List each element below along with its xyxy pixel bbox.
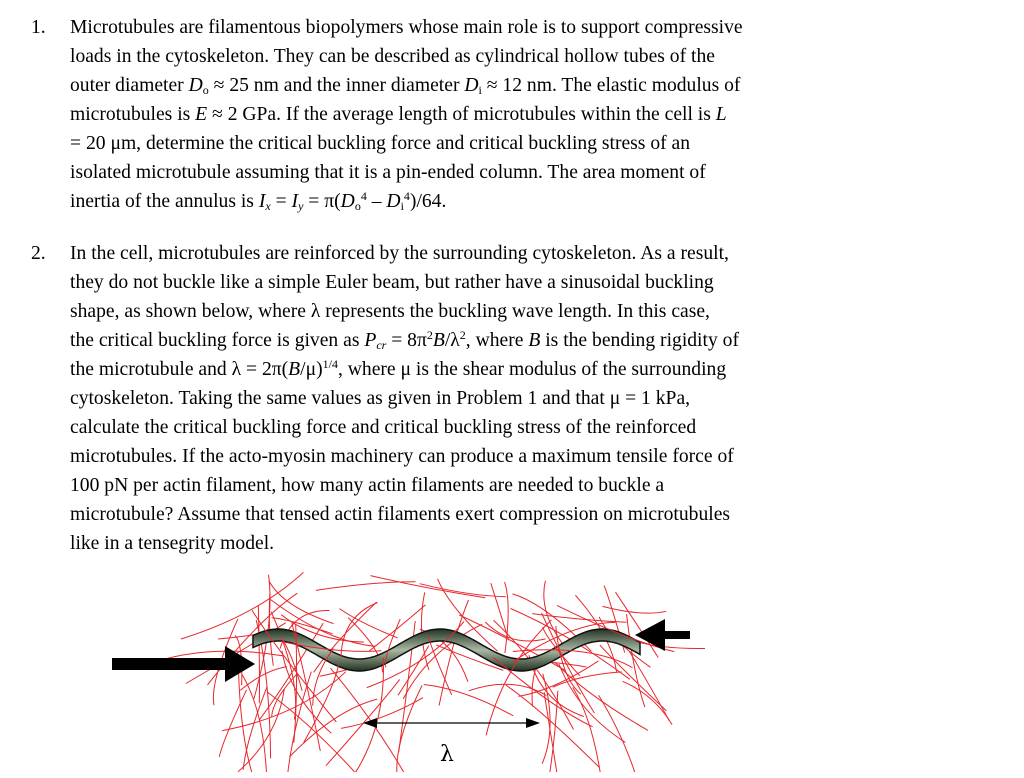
text-segment: ≈ 25 nm and the inner diameter <box>208 75 465 96</box>
problem-text <box>70 13 950 216</box>
text-line <box>70 129 950 158</box>
text-segment: I <box>291 191 299 212</box>
text-segment: = <box>270 191 292 212</box>
text-segment: x <box>265 199 271 213</box>
actin-filament <box>289 699 377 757</box>
actin-filament <box>532 614 626 623</box>
text-segment: /λ <box>444 330 460 351</box>
actin-filament <box>316 582 416 591</box>
actin-filament <box>439 600 468 706</box>
text-segment: ≈ 2 GPa. If the average length of microtubules within the cell is <box>207 104 716 125</box>
text-line <box>70 297 950 326</box>
text-segment: D <box>386 191 401 212</box>
text-line <box>70 413 950 442</box>
actin-filament <box>397 685 422 772</box>
actin-filament <box>268 692 363 772</box>
text-segment: y <box>298 199 304 213</box>
text-segment: cytoskeleton. Taking the same values as given in Problem 1 and that μ = 1 kPa, <box>70 388 691 409</box>
left-compression-arrow <box>112 646 255 682</box>
actin-filament <box>424 685 513 716</box>
text-segment: is the bending rigidity of <box>540 330 739 351</box>
text-segment: they do not buckle like a simple Euler beam, but rather have a sinusoidal buckling <box>70 272 714 293</box>
text-segment: L <box>715 104 727 125</box>
actin-filament <box>356 658 384 772</box>
text-segment: loads in the cytoskeleton. They can be described as cylindrical hollow tubes of the <box>70 46 715 67</box>
text-segment: 2 <box>459 328 466 342</box>
text-segment: , where μ is the shear modulus of the surrounding <box>337 359 727 380</box>
buckling-figure <box>105 572 705 772</box>
text-segment: o <box>354 199 361 213</box>
text-segment: like in a tensegrity model. <box>70 533 275 554</box>
actin-filament <box>331 668 407 772</box>
actin-filament <box>341 698 423 729</box>
text-line <box>70 471 950 500</box>
text-segment: 4 <box>403 189 410 203</box>
text-segment: the critical buckling force is given as <box>70 330 365 351</box>
actin-filament <box>505 582 509 653</box>
actin-filament <box>371 576 486 598</box>
actin-filament <box>486 620 551 736</box>
text-segment: i <box>478 83 482 97</box>
text-segment: 2 <box>426 328 433 342</box>
wavelength-arrowhead-right <box>526 718 540 728</box>
text-segment: B <box>528 330 541 351</box>
right-compression-arrow <box>635 619 690 651</box>
microtubule <box>253 629 640 671</box>
problem-number: 2. <box>31 243 46 264</box>
text-segment: o <box>202 83 209 97</box>
text-line <box>70 239 950 268</box>
text-line <box>70 355 950 384</box>
text-line <box>70 13 950 42</box>
text-line <box>70 187 950 216</box>
text-segment: calculate the critical buckling force and critical buckling stress of the reinforced <box>70 417 697 438</box>
text-segment: D <box>340 191 355 212</box>
text-segment: 1/4 <box>322 357 338 371</box>
text-segment: , where <box>465 330 529 351</box>
text-segment: )/64. <box>409 191 447 212</box>
text-segment: I <box>258 191 266 212</box>
text-segment: ≈ 12 nm. The elastic modulus of <box>481 75 741 96</box>
text-segment: B <box>288 359 301 380</box>
text-segment: In the cell, microtubules are reinforced by the surrounding cytoskeleton. As a result, <box>70 243 729 264</box>
problem-text <box>70 239 950 558</box>
text-segment: microtubule? Assume that tensed actin filaments exert compression on microtubules <box>70 504 731 525</box>
text-segment: isolated microtubule assuming that it is a pin-ended column. The area moment of <box>70 162 706 183</box>
text-line <box>70 42 950 71</box>
text-segment: B <box>432 330 445 351</box>
text-segment: = π( <box>303 191 341 212</box>
text-segment: i <box>400 199 404 213</box>
text-segment: /μ) <box>300 359 323 380</box>
text-line <box>70 442 950 471</box>
text-line <box>70 71 950 100</box>
text-segment: shape, as shown below, where λ represents the buckling wave length. In this case, <box>70 301 710 322</box>
text-segment: E <box>195 104 208 125</box>
text-segment: microtubules. If the acto-myosin machinery can produce a maximum tensile force of <box>70 446 734 467</box>
actin-filament <box>623 681 673 724</box>
text-segment: outer diameter <box>70 75 189 96</box>
text-segment: D <box>464 75 479 96</box>
text-line <box>70 158 950 187</box>
text-segment: – <box>366 191 387 212</box>
text-segment: cr <box>376 338 387 352</box>
text-line <box>70 500 950 529</box>
text-line <box>70 326 950 355</box>
actin-filament <box>243 686 267 770</box>
text-line <box>70 384 950 413</box>
text-segment: = 20 μm, determine the critical buckling force and critical buckling stress of an <box>70 133 691 154</box>
actin-filament <box>629 651 669 721</box>
actin-filament <box>599 695 648 772</box>
text-segment: D <box>188 75 203 96</box>
text-segment: the microtubule and λ = 2π( <box>70 359 289 380</box>
text-segment: = 8π <box>386 330 427 351</box>
problem-number: 1. <box>31 17 46 38</box>
actin-filament <box>240 667 287 691</box>
text-line <box>70 268 950 297</box>
text-segment: Microtubules are filamentous biopolymers whose main role is to support compressive <box>70 17 743 38</box>
wavelength-label: λ <box>440 742 454 767</box>
text-segment: microtubules is <box>70 104 196 125</box>
text-segment: 4 <box>360 189 367 203</box>
text-segment: inertia of the annulus is <box>70 191 259 212</box>
text-line <box>70 100 950 129</box>
text-line <box>70 529 950 558</box>
text-segment: 100 pN per actin filament, how many actin filaments are needed to buckle a <box>70 475 665 496</box>
text-segment: P <box>364 330 377 351</box>
actin-filament <box>340 609 398 638</box>
